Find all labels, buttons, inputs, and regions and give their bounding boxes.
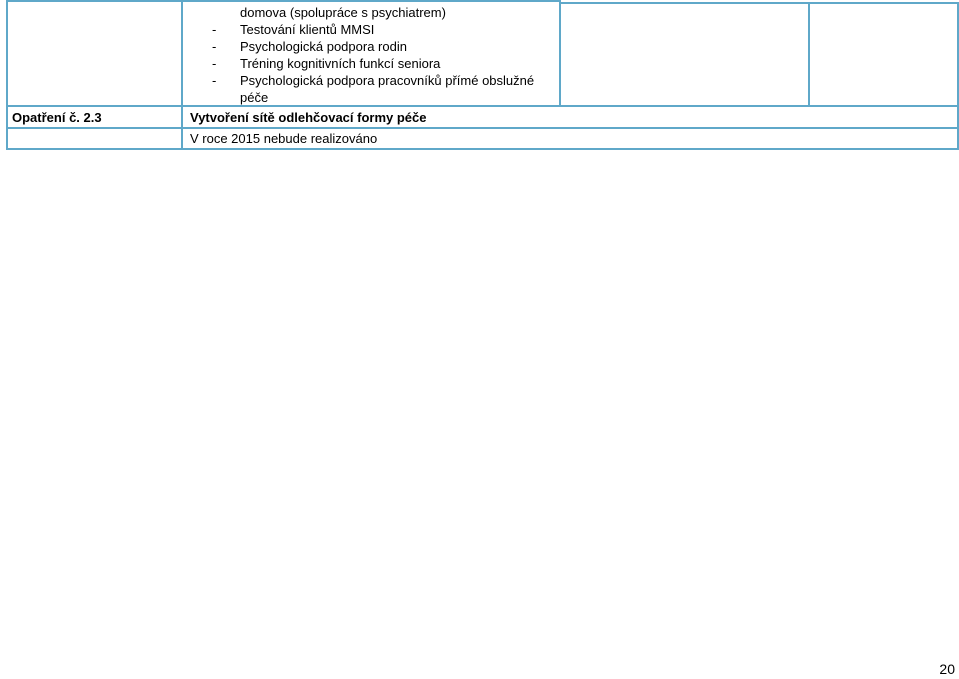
page-number: 20 [939, 661, 955, 677]
row1-empty-cell-1 [559, 2, 810, 107]
bullet-text: Tréning kognitivních funkcí seniora [240, 56, 441, 71]
row3-label-cell [6, 127, 183, 150]
bullet-wrapped-line: péče [240, 90, 269, 105]
measure-heading: Vytvoření sítě odlehčovací formy péče [190, 110, 427, 125]
bullet-marker: - [212, 73, 217, 88]
bullet-marker: - [212, 56, 217, 71]
bullet-text: Testování klientů MMSI [240, 22, 375, 37]
row1-empty-cell-2 [808, 2, 959, 107]
continuation-line: domova (spolupráce s psychiatrem) [240, 5, 446, 20]
bullet-marker: - [212, 22, 217, 37]
row1-label-cell [6, 0, 183, 107]
bullet-text: Psychologická podpora pracovníků přímé obslužné [240, 73, 535, 88]
realization-note: V roce 2015 nebude realizováno [190, 131, 378, 146]
document-table [0, 0, 959, 150]
bullet-text: Psychologická podpora rodin [240, 39, 407, 54]
bullet-marker: - [212, 39, 217, 54]
measure-label: Opatření č. 2.3 [12, 110, 102, 125]
